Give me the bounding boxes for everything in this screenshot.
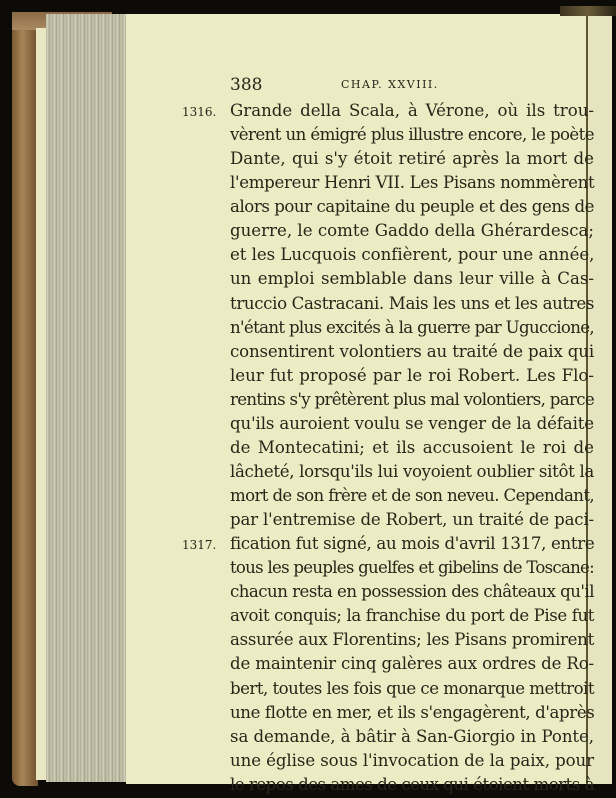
text-line	[230, 604, 594, 628]
text-line	[230, 652, 594, 676]
text-line	[230, 412, 594, 436]
text-line	[230, 267, 594, 291]
text-line-content: et les Lucquois confièrent, pour une année,	[230, 245, 595, 265]
text-line-content: assurée aux Florentins; les Pisans promirent	[230, 630, 594, 650]
text-line	[230, 292, 594, 316]
text-line-content: de maintenir cinq galères aux ordres de Ro-	[230, 654, 594, 674]
text-line	[230, 725, 594, 749]
text-line	[230, 628, 594, 652]
text-line-content: consentirent volontiers au traité de paix qui	[230, 341, 594, 361]
margin-year: 1316.	[182, 105, 217, 119]
page-edges	[46, 14, 126, 782]
text-line-content: rentins s'y prêtèrent plus mal volontiers, parce	[230, 389, 594, 409]
text-line	[230, 484, 594, 508]
text-line	[230, 460, 594, 484]
text-line	[182, 99, 594, 123]
text-line	[230, 219, 594, 243]
text-line-content: Grande della Scala, à Vérone, où ils trou-	[230, 101, 594, 120]
margin-year: 1317.	[182, 538, 217, 553]
text-line-content: Dante, qui s'y étoit retiré après la mort de	[230, 149, 594, 169]
text-line-content: sa demande, à bâtir à San-Giorgio in Ponte,	[230, 726, 594, 746]
text-line-content: vèrent un émigré plus illustre encore, le poète	[230, 125, 594, 145]
text-line-content: par l'entremise de Robert, un traité de paci-	[230, 510, 594, 530]
flyleaf	[36, 28, 46, 780]
text-line	[230, 364, 594, 388]
text-line	[230, 388, 594, 412]
text-line	[230, 316, 594, 340]
text-line	[230, 340, 594, 364]
text-line-content: le repos des ames de ceux qui étoient morts à	[230, 774, 594, 794]
text-line-content: guerre, le comte Gaddo della Ghérardesca;	[230, 221, 594, 241]
text-line-content: une flotte en mer, et ils s'engagèrent, d'après	[230, 702, 595, 722]
text-line	[230, 773, 594, 797]
running-header	[230, 75, 590, 95]
text-line-content: avoit conquis; la franchise du port de Pise fut	[230, 606, 594, 626]
chapter-heading: CHAP. XXVIII.	[341, 78, 439, 91]
text-line	[230, 580, 594, 604]
text-line-content: bert, toutes les fois que ce monarque mettroit	[230, 678, 594, 698]
text-line-content: leur fut proposé par le roi Robert. Les Flo-	[230, 365, 594, 385]
text-line	[182, 532, 595, 556]
text-line-content: de Montecatini; et ils accusoient le roi de	[230, 437, 594, 457]
text-line-content: truccio Castracani. Mais les uns et les autres	[230, 293, 594, 313]
text-line	[230, 749, 594, 773]
text-line-content: qu'ils auroient voulu se venger de la défaite	[230, 413, 594, 433]
text-line	[230, 556, 594, 580]
text-line-content: fication fut signé, au mois d'avril 1317, entre	[230, 534, 595, 554]
text-line	[230, 195, 594, 219]
text-line	[230, 436, 594, 460]
text-line-content: lâcheté, lorsqu'ils lui voyoient oublier sitôt la	[230, 461, 595, 481]
text-line	[230, 171, 594, 195]
text-line-content: alors pour capitaine du peuple et des gens de	[230, 197, 594, 217]
text-line	[230, 677, 594, 701]
spine	[560, 6, 616, 16]
text-line-content: une église sous l'invocation de la paix, pour	[230, 750, 594, 770]
text-line	[230, 147, 594, 171]
text-line	[230, 701, 594, 725]
page-number: 388	[230, 75, 263, 95]
text-line-content: chacun resta en possession des châteaux qu'il	[230, 582, 594, 602]
text-line	[230, 243, 594, 267]
text-line-content: l'empereur Henri VII. Les Pisans nommèrent	[230, 173, 595, 193]
text-line-content: mort de son frère et de son neveu. Cependant,	[230, 486, 594, 505]
text-line-content: un emploi semblable dans leur ville à Cas-	[230, 269, 594, 289]
book-cover	[12, 14, 38, 786]
text-line	[230, 508, 594, 532]
body-text	[182, 99, 595, 797]
text-line-content: tous les peuples guelfes et gibelins de Toscane:	[230, 558, 594, 578]
text-line	[230, 123, 594, 147]
text-line-content: n'étant plus excités à la guerre par Uguccione,	[230, 317, 594, 337]
